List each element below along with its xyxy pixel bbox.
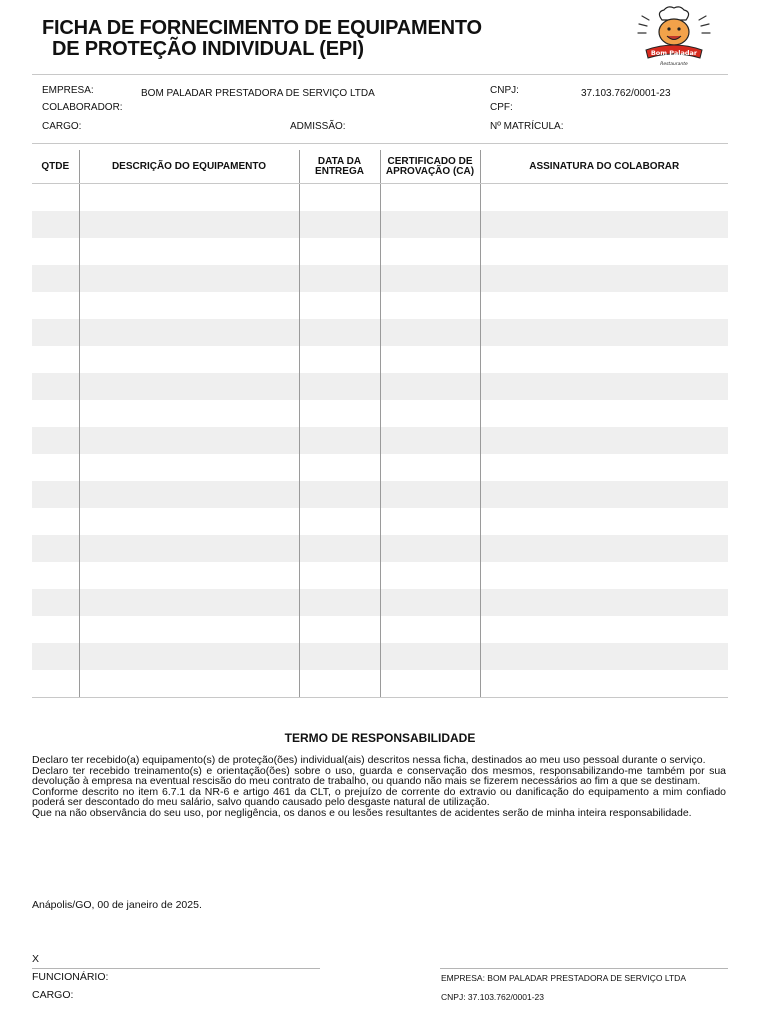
table-cell[interactable]: [380, 292, 480, 319]
table-row: [32, 238, 728, 265]
table-cell[interactable]: [380, 481, 480, 508]
table-cell[interactable]: [380, 373, 480, 400]
table-cell[interactable]: [79, 346, 299, 373]
table-cell[interactable]: [79, 616, 299, 643]
table-row: [32, 508, 728, 535]
epi-table: [32, 150, 728, 698]
table-cell[interactable]: [480, 481, 728, 508]
table-cell[interactable]: [32, 589, 79, 616]
table-cell[interactable]: [480, 670, 728, 698]
cnpj-label: CNPJ:: [490, 85, 519, 96]
table-row: [32, 481, 728, 508]
table-row: [32, 292, 728, 319]
table-cell[interactable]: [380, 454, 480, 481]
table-cell[interactable]: [480, 346, 728, 373]
table-cell[interactable]: [380, 589, 480, 616]
empresa-value: BOM PALADAR PRESTADORA DE SERVIÇO LTDA: [141, 88, 375, 99]
table-cell[interactable]: [32, 427, 79, 454]
table-cell[interactable]: [380, 238, 480, 265]
table-row: [32, 670, 728, 698]
title-line-2: DE PROTEÇÃO INDIVIDUAL (EPI): [52, 38, 364, 60]
table-cell[interactable]: [79, 562, 299, 589]
bom-paladar-logo: [624, 6, 724, 70]
col-assinatura: ASSINATURA DO COLABORAR: [480, 150, 728, 184]
table-cell[interactable]: [32, 211, 79, 238]
table-cell[interactable]: [32, 346, 79, 373]
table-cell[interactable]: [32, 400, 79, 427]
table-row: [32, 454, 728, 481]
funcionario-label: FUNCIONÁRIO:: [32, 971, 109, 983]
logo-text: Bom Paladar: [650, 49, 698, 57]
col-certificado: [380, 150, 480, 184]
table-header-row: [32, 150, 728, 184]
termo-paragraph: Declaro ter recebido treinamento(s) e orientação(ões) sobre o uso, guarda e conservação dos mesmos, responsabilizando-me também por sua devolução à empresa na eventual rescisão do meu contrato de trabalho, ou quando não mais se fizerem necessários ao fim a que se destinam.: [32, 764, 726, 788]
table-cell[interactable]: [79, 265, 299, 292]
col-data-line1: DATA DA: [317, 155, 362, 167]
table-cell[interactable]: [299, 211, 380, 238]
table-row: [32, 589, 728, 616]
table-cell[interactable]: [299, 184, 380, 212]
table-row: [32, 643, 728, 670]
table-cell[interactable]: [32, 184, 79, 212]
table-cell[interactable]: [79, 508, 299, 535]
table-cell[interactable]: [79, 481, 299, 508]
table-cell[interactable]: [380, 562, 480, 589]
table-cell[interactable]: [480, 427, 728, 454]
table-cell[interactable]: [480, 265, 728, 292]
table-cell[interactable]: [480, 184, 728, 212]
footer-cargo-label: CARGO:: [32, 989, 74, 1001]
table-cell[interactable]: [480, 292, 728, 319]
table-row: [32, 184, 728, 212]
table-cell[interactable]: [480, 373, 728, 400]
table-cell[interactable]: [299, 346, 380, 373]
table-cell[interactable]: [480, 211, 728, 238]
termo-paragraph: Que na não observância do seu uso, por negligência, os danos e ou lesões resultantes de acidentes serão de minha inteira responsabilidade.: [32, 806, 692, 819]
table-cell[interactable]: [32, 616, 79, 643]
table-cell[interactable]: [380, 319, 480, 346]
termo-paragraph: Conforme descrito no item 6.7.1 da NR-6 e artigo 461 da CLT, o prejuízo de corrente do extravio ou danificação do equipamento a mim confiado poderá ser descontado do meu salário, salvo quando causado pelo desgaste natural de utilização.: [32, 785, 726, 809]
table-cell[interactable]: [299, 616, 380, 643]
table-row: [32, 427, 728, 454]
title-line-1: FICHA DE FORNECIMENTO DE EQUIPAMENTO: [42, 17, 482, 39]
table-cell[interactable]: [480, 319, 728, 346]
table-cell[interactable]: [32, 292, 79, 319]
table-cell[interactable]: [299, 508, 380, 535]
table-cell[interactable]: [79, 589, 299, 616]
table-cell[interactable]: [32, 265, 79, 292]
table-cell[interactable]: [32, 481, 79, 508]
cnpj-value: 37.103.762/0001-23: [581, 88, 671, 99]
table-cell[interactable]: [79, 643, 299, 670]
table-cell[interactable]: [32, 454, 79, 481]
table-cell[interactable]: [79, 238, 299, 265]
matricula-label: Nº MATRÍCULA:: [490, 121, 564, 132]
col-data-entrega: [299, 150, 380, 184]
table-cell[interactable]: [79, 454, 299, 481]
table-cell[interactable]: [299, 589, 380, 616]
col-descricao: DESCRIÇÃO DO EQUIPAMENTO: [79, 150, 299, 184]
table-cell[interactable]: [380, 535, 480, 562]
table-cell[interactable]: [380, 643, 480, 670]
footer-cnpj: CNPJ: 37.103.762/0001-23: [441, 992, 545, 1002]
table-cell[interactable]: [32, 238, 79, 265]
table-cell[interactable]: [299, 238, 380, 265]
logo-subtext: Restaurante: [660, 62, 688, 67]
divider: [32, 74, 728, 75]
table-cell[interactable]: [299, 427, 380, 454]
table-cell[interactable]: [32, 643, 79, 670]
table-cell[interactable]: [32, 319, 79, 346]
table-cell[interactable]: [480, 643, 728, 670]
table-cell[interactable]: [79, 184, 299, 212]
table-cell[interactable]: [380, 427, 480, 454]
table-cell[interactable]: [299, 454, 380, 481]
table-cell[interactable]: [299, 670, 380, 698]
table-cell[interactable]: [380, 346, 480, 373]
signature-line-funcionario: [32, 968, 320, 969]
table-cell[interactable]: [79, 535, 299, 562]
table-cell[interactable]: [299, 481, 380, 508]
table-cell[interactable]: [79, 427, 299, 454]
table-cell[interactable]: [79, 319, 299, 346]
table-cell[interactable]: [380, 184, 480, 212]
table-cell[interactable]: [32, 670, 79, 698]
table-cell[interactable]: [480, 589, 728, 616]
termo-title: TERMO DE RESPONSABILIDADE: [284, 731, 476, 745]
cargo-label: CARGO:: [42, 121, 82, 132]
table-cell[interactable]: [480, 535, 728, 562]
colaborador-label: COLABORADOR:: [42, 102, 123, 113]
table-row: [32, 373, 728, 400]
table-cell[interactable]: [32, 535, 79, 562]
col-qtde: QTDE: [32, 150, 79, 184]
col-ca-line2: APROVAÇÃO (CA): [385, 165, 475, 177]
termo-paragraph: Declaro ter recebido(a) equipamento(s) de proteção(ões) individual(ais) descritos nessa ficha, destinados ao meu uso pessoal durante o serviço.: [32, 754, 706, 766]
table-cell[interactable]: [79, 373, 299, 400]
table-row: [32, 265, 728, 292]
table-cell[interactable]: [299, 535, 380, 562]
table-cell[interactable]: [380, 211, 480, 238]
table-cell[interactable]: [380, 508, 480, 535]
table-row: [32, 400, 728, 427]
table-cell[interactable]: [380, 616, 480, 643]
table-cell[interactable]: [299, 292, 380, 319]
termo-text: [32, 755, 726, 819]
table-row: [32, 616, 728, 643]
table-cell[interactable]: [32, 508, 79, 535]
table-cell[interactable]: [32, 373, 79, 400]
divider: [32, 143, 728, 144]
table-cell[interactable]: [299, 643, 380, 670]
table-cell[interactable]: [299, 319, 380, 346]
date-line: Anápolis/GO, 00 de janeiro de 2025.: [32, 899, 202, 911]
cpf-label: CPF:: [490, 102, 513, 113]
table-cell[interactable]: [299, 373, 380, 400]
table-cell[interactable]: [32, 562, 79, 589]
table-cell[interactable]: [480, 562, 728, 589]
table-cell[interactable]: [380, 265, 480, 292]
table-cell[interactable]: [480, 616, 728, 643]
admissao-label: ADMISSÃO:: [290, 121, 346, 132]
col-data-line2: ENTREGA: [315, 165, 364, 177]
signature-line-empresa: [440, 968, 728, 969]
table-cell[interactable]: [299, 562, 380, 589]
table-cell[interactable]: [480, 400, 728, 427]
document-title: [42, 18, 482, 60]
table-cell[interactable]: [79, 400, 299, 427]
table-row: [32, 346, 728, 373]
signature-x: X: [32, 953, 40, 965]
table-cell[interactable]: [299, 400, 380, 427]
table-cell[interactable]: [380, 400, 480, 427]
table-row: [32, 319, 728, 346]
table-cell[interactable]: [480, 454, 728, 481]
table-cell[interactable]: [480, 238, 728, 265]
table-cell[interactable]: [79, 292, 299, 319]
col-ca-line1: CERTIFICADO DE: [387, 155, 473, 167]
table-cell[interactable]: [480, 508, 728, 535]
table-row: [32, 535, 728, 562]
table-cell[interactable]: [299, 265, 380, 292]
table-cell[interactable]: [79, 670, 299, 698]
table-cell[interactable]: [380, 670, 480, 698]
empresa-label: EMPRESA:: [42, 85, 94, 96]
footer-empresa: EMPRESA: BOM PALADAR PRESTADORA DE SERVIÇO LTDA: [441, 973, 686, 983]
table-row: [32, 562, 728, 589]
table-row: [32, 211, 728, 238]
table-cell[interactable]: [79, 211, 299, 238]
